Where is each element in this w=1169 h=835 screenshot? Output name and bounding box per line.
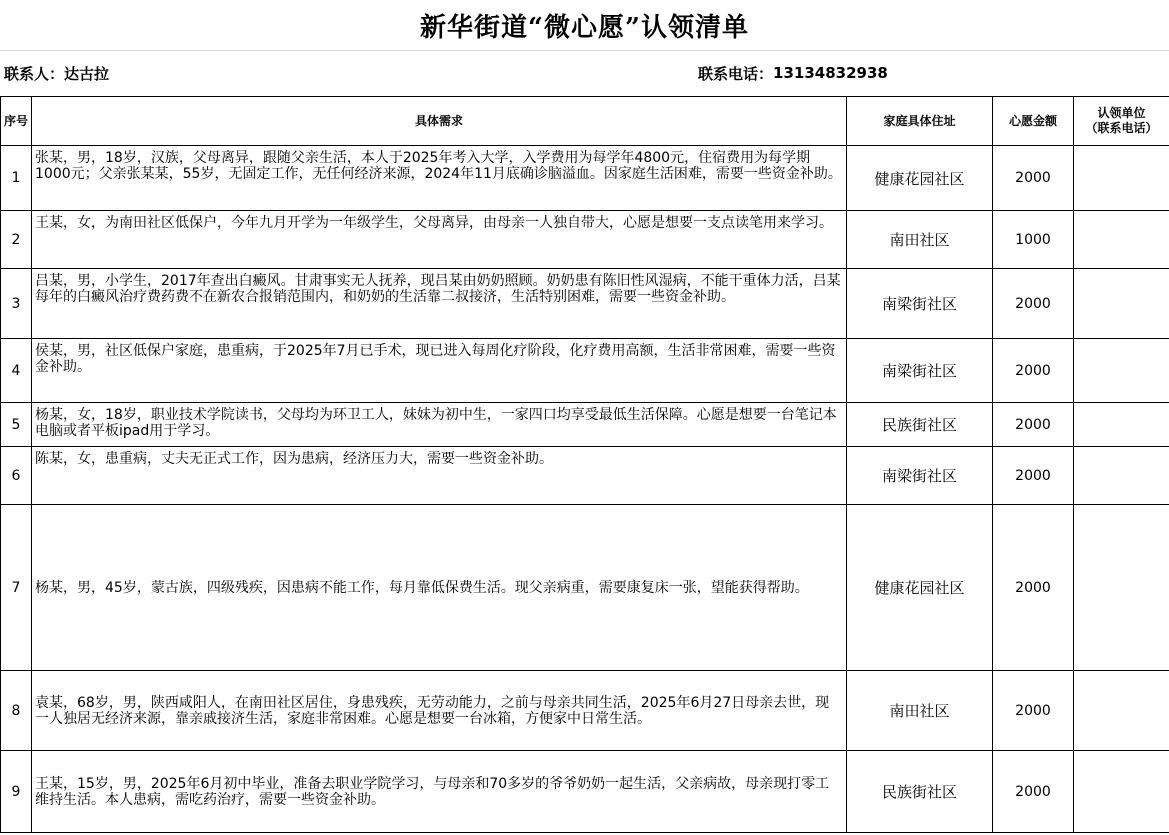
row-address: 民族街社区 xyxy=(847,751,993,833)
row-claim[interactable] xyxy=(1074,671,1169,751)
row-address: 南梁街社区 xyxy=(847,269,993,339)
row-index: 5 xyxy=(1,403,32,447)
header-claim xyxy=(1074,97,1169,146)
row-index: 1 xyxy=(1,146,32,211)
row-index: 7 xyxy=(1,505,32,671)
row-address: 南田社区 xyxy=(847,211,993,269)
row-claim[interactable] xyxy=(1074,269,1169,339)
row-amount: 2000 xyxy=(993,751,1074,833)
row-address: 南梁街社区 xyxy=(847,339,993,403)
row-address: 民族街社区 xyxy=(847,403,993,447)
header-claim-line2: （联系电话） xyxy=(1085,121,1158,135)
table-row xyxy=(1,339,1169,403)
row-address: 健康花园社区 xyxy=(847,505,993,671)
row-amount: 2000 xyxy=(993,447,1074,505)
row-index: 9 xyxy=(1,751,32,833)
row-amount: 2000 xyxy=(993,269,1074,339)
header-index: 序号 xyxy=(1,97,32,146)
row-claim[interactable] xyxy=(1074,505,1169,671)
row-index: 3 xyxy=(1,269,32,339)
row-claim[interactable] xyxy=(1074,339,1169,403)
contact-person-name: 达古拉 xyxy=(64,64,110,83)
contact-person xyxy=(4,62,109,84)
table-row xyxy=(1,269,1169,339)
table-row xyxy=(1,211,1169,269)
row-claim[interactable] xyxy=(1074,211,1169,269)
row-amount: 2000 xyxy=(993,146,1074,211)
table-row xyxy=(1,146,1169,211)
row-claim[interactable] xyxy=(1074,751,1169,833)
row-needs: 侯某，男，社区低保户家庭，患重病，于2025年7月已手术，现已进入每周化疗阶段，化疗费用高额，生活非常困难，需要一些资金补助。 xyxy=(32,339,847,403)
header-address: 家庭具体住址 xyxy=(847,97,993,146)
row-amount: 2000 xyxy=(993,339,1074,403)
table-row xyxy=(1,403,1169,447)
row-index: 4 xyxy=(1,339,32,403)
row-needs: 杨某，女，18岁，职业技术学院读书，父母均为环卫工人，妹妹为初中生，一家四口均享受最低生活保障。心愿是想要一台笔记本电脑或者平板ipad用于学习。 xyxy=(32,403,847,447)
row-index: 6 xyxy=(1,447,32,505)
row-needs: 杨某，男，45岁，蒙古族，四级残疾，因患病不能工作，每月靠低保费生活。现父亲病重，需要康复床一张，望能获得帮助。 xyxy=(32,505,847,671)
row-needs: 王某，15岁，男，2025年6月初中毕业，准备去职业学院学习，与母亲和70多岁的爷爷奶奶一起生活，父亲病故，母亲现打零工维持生活。本人患病，需吃药治疗，需要一些资金补助。 xyxy=(32,751,847,833)
row-amount: 1000 xyxy=(993,211,1074,269)
row-needs: 袁某，68岁，男，陕西咸阳人，在南田社区居住，身患残疾，无劳动能力，之前与母亲共同生活，2025年6月27日母亲去世，现一人独居无经济来源，靠亲戚接济生活，家庭非常困难。心愿是想要一台冰箱，方便家中日常生活。 xyxy=(32,671,847,751)
contact-phone xyxy=(698,62,888,84)
row-address: 健康花园社区 xyxy=(847,146,993,211)
row-needs: 张某，男，18岁，汉族，父母离异，跟随父亲生活，本人于2025年考入大学，入学费用为每学年4800元，住宿费用为每学期1000元；父亲张某某，55岁，无固定工作，无任何经济来源，2024年11月底确诊脑溢血。因家庭生活困难，需要一些资金补助。 xyxy=(32,146,847,211)
table-row xyxy=(1,671,1169,751)
row-amount: 2000 xyxy=(993,505,1074,671)
contact-phone-label: 联系电话： xyxy=(698,64,774,83)
divider xyxy=(0,50,1169,51)
row-address: 南田社区 xyxy=(847,671,993,751)
row-needs: 陈某，女，患重病，丈夫无正式工作，因为患病，经济压力大，需要一些资金补助。 xyxy=(32,447,847,505)
row-amount: 2000 xyxy=(993,403,1074,447)
row-claim[interactable] xyxy=(1074,146,1169,211)
row-index: 2 xyxy=(1,211,32,269)
table-row xyxy=(1,751,1169,833)
row-needs: 吕某，男，小学生，2017年查出白癜风。甘肃事实无人抚养，现吕某由奶奶照顾。奶奶患有陈旧性风湿病，不能干重体力活，吕某每年的白癜风治疗费药费不在新农合报销范围内，和奶奶的生活靠二叔接济，生活特别困难，需要一些资金补助。 xyxy=(32,269,847,339)
table-row xyxy=(1,505,1169,671)
table-row xyxy=(1,447,1169,505)
wish-list-table xyxy=(0,96,1169,833)
row-address: 南梁街社区 xyxy=(847,447,993,505)
page-title: 新华街道“微心愿”认领清单 xyxy=(420,12,749,43)
header-claim-line1: 认领单位 xyxy=(1097,106,1146,120)
table-header-row xyxy=(1,97,1169,146)
row-index: 8 xyxy=(1,671,32,751)
row-needs: 王某，女，为南田社区低保户，今年九月开学为一年级学生，父母离异，由母亲一人独自带大，心愿是想要一支点读笔用来学习。 xyxy=(32,211,847,269)
row-amount: 2000 xyxy=(993,671,1074,751)
contact-person-label: 联系人： xyxy=(4,64,65,83)
contact-phone-number: 13134832938 xyxy=(773,64,888,82)
header-amount: 心愿金额 xyxy=(993,97,1074,146)
header-needs: 具体需求 xyxy=(32,97,847,146)
row-claim[interactable] xyxy=(1074,447,1169,505)
row-claim[interactable] xyxy=(1074,403,1169,447)
